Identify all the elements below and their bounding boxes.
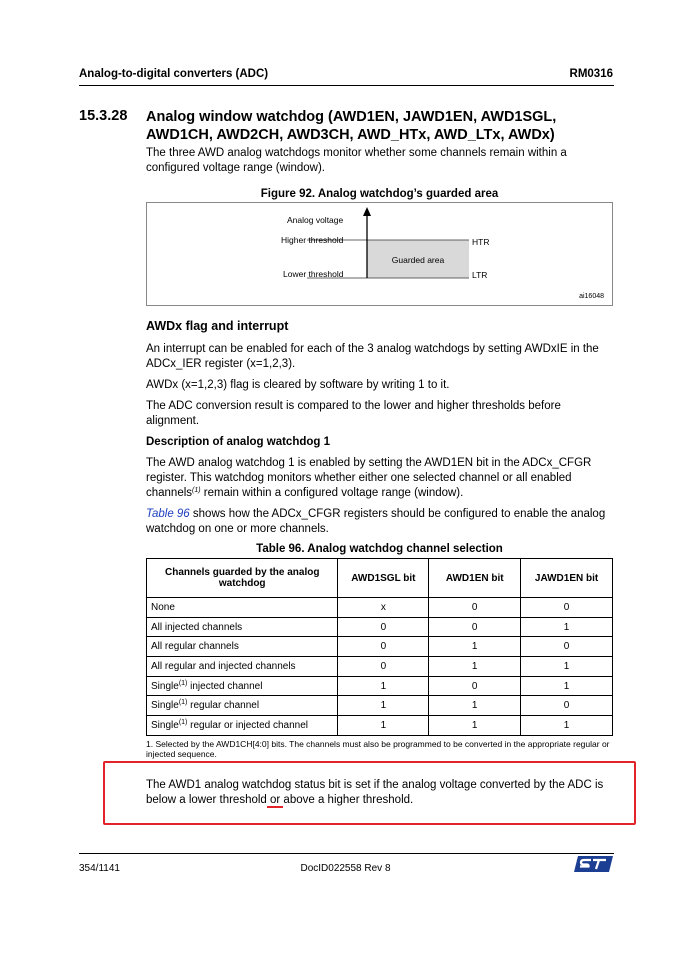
table-row: None x 0 0 — [147, 598, 613, 618]
table-row: All regular channels 0 1 0 — [147, 637, 613, 657]
table-caption: Table 96. Analog watchdog channel selection — [256, 543, 503, 555]
label-higher-threshold: Higher threshold — [281, 235, 344, 245]
col-header-awd1sgl: AWD1SGL bit — [338, 559, 429, 598]
flag-paragraph-2: AWDx (x=1,2,3) flag is cleared by software by writing 1 to it. — [146, 379, 450, 391]
highlight-underline-mark — [267, 806, 283, 808]
table-footnote: 1. Selected by the AWD1CH[4:0] bits. The channels must also be programmed to be converted in the appropriate regular or injected sequence. — [146, 739, 610, 759]
label-lower-threshold: Lower threshold — [283, 269, 344, 279]
st-logo-icon — [574, 854, 614, 874]
table-row: Single$^{(1)}$ regular channel 1 1 0 — [147, 696, 613, 716]
figure-id: ai16048 — [579, 293, 604, 300]
channel-selection-table — [146, 558, 613, 736]
figure-box — [146, 202, 613, 306]
label-guarded-area: Guarded area — [391, 255, 445, 265]
label-analog-voltage: Analog voltage — [287, 215, 344, 225]
watchdog1-heading: Description of analog watchdog 1 — [146, 436, 331, 448]
col-header-channels: Channels guarded by the analog watchdog — [147, 559, 338, 598]
table-row: Single$^{(1)}$ regular or injected channel 1 1 1 — [147, 716, 613, 736]
table-row: All regular and injected channels 0 1 1 — [147, 657, 613, 677]
running-header-title: Analog-to-digital converters (ADC) — [79, 68, 269, 80]
table-row: Single$^{(1)}$ injected channel 1 0 1 — [147, 676, 613, 696]
section-title: Analog window watchdog (AWD1EN, JAWD1EN, AWD1SGL, AWD1CH, AWD2CH, AWD3CH, AWD_HTx, AWD_LTx, AWDx) — [146, 109, 557, 143]
running-header-docref: RM0316 — [569, 68, 613, 80]
flag-section — [146, 319, 616, 537]
label-ltr: LTR — [472, 270, 488, 280]
axis-arrow-icon — [363, 207, 371, 216]
table-row: All injected channels 0 0 1 — [147, 617, 613, 637]
section-intro: The three AWD analog watchdogs monitor whether some channels remain within a configured voltage range (window). — [146, 147, 567, 174]
page-number: 354/1141 — [79, 863, 120, 874]
table-header-row — [147, 559, 613, 598]
table-96-link[interactable]: Table 96 — [146, 508, 190, 520]
highlight-text: The AWD1 analog watchdog status bit is set if the analog voltage converted by the ADC is below a lower threshold or above a higher threshold. — [146, 779, 604, 806]
col-header-awd1en: AWD1EN bit — [429, 559, 521, 598]
flag-paragraph-1: An interrupt can be enabled for each of the 3 analog watchdogs by setting AWDxIE in the ADCx_IER register (x=1,2,3). — [146, 343, 599, 370]
flag-heading: AWDx flag and interrupt — [146, 319, 289, 333]
document-id: DocID022558 Rev 8 — [300, 863, 391, 874]
table-reference-paragraph: Table 96 shows how the ADCx_CFGR registers should be configured to enable the analog watchdog on one or more channels. — [146, 508, 606, 535]
watchdog1-paragraph: The AWD analog watchdog 1 is enabled by setting the AWD1EN bit in the ADCx_CFGR register. This watchdog monitors whether either one selected channel or all enabled channels$^{(1)}$ remain within a configured voltage range (window). — [146, 457, 592, 499]
label-htr: HTR — [472, 237, 490, 247]
col-header-jawd1en: JAWD1EN bit — [521, 559, 613, 598]
flag-paragraph-3: The ADC conversion result is compared to the lower and higher thresholds before alignment. — [146, 400, 561, 427]
header-rule — [79, 85, 614, 86]
footer-rule — [79, 853, 614, 854]
footnote-ref: (1) — [192, 487, 201, 494]
figure-caption: Figure 92. Analog watchdog’s guarded area — [260, 188, 499, 200]
section-number: 15.3.28 — [79, 108, 128, 124]
guarded-area-diagram — [147, 203, 612, 305]
